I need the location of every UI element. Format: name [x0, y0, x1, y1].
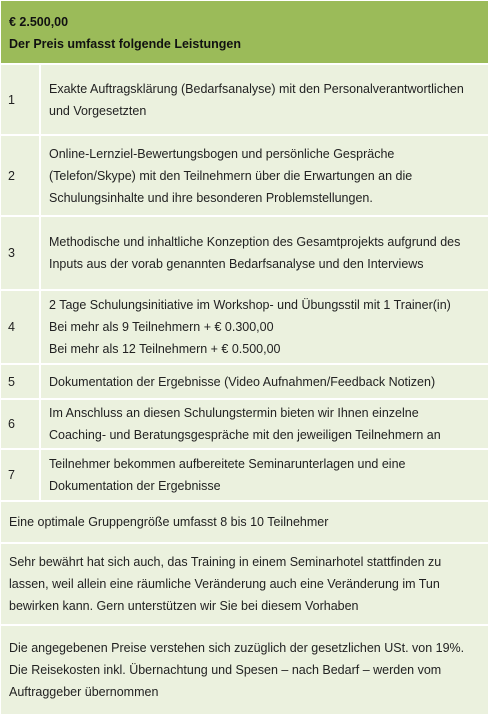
row-number: 4 — [1, 291, 41, 363]
row-line: Dokumentation der Ergebnisse (Video Aufnahmen/Feedback Notizen) — [49, 374, 436, 389]
price-table — [1, 1, 488, 716]
row-line: Coaching- und Beratungsgespräche mit den jeweiligen Teilnehmern an — [49, 428, 441, 442]
row-text — [41, 365, 488, 398]
row-line: Online-Lernziel-Bewertungsbogen und persönliche Gespräche — [49, 146, 395, 161]
row-line: (Telefon/Skype) mit den Teilnehmern über die Erwartungen an die — [49, 168, 413, 183]
row-line: Bei mehr als 9 Teilnehmern + € 0.300,00 — [49, 320, 274, 334]
table-row — [1, 136, 488, 217]
row-line: Dokumentation der Ergebnisse — [49, 479, 221, 493]
table-header — [1, 1, 488, 65]
row-line: Schulungsinhalte und ihre besonderen Problemstellungen. — [49, 190, 373, 205]
note-line: Eine optimale Gruppengröße umfasst 8 bis 10 Teilnehmer — [9, 515, 329, 529]
row-line: Exakte Auftragsklärung (Bedarfsanalyse) mit den Personalverantwortlichen — [49, 81, 464, 96]
table-row — [1, 217, 488, 291]
table-row — [1, 65, 488, 136]
row-text — [41, 65, 488, 134]
note-line: Auftraggeber übernommen — [9, 685, 159, 699]
note-line: bewirken kann. Gern unterstützen wir Sie bei diesem Vorhaben — [9, 599, 359, 613]
note-group-size — [1, 502, 488, 544]
note-line: Die Reisekosten inkl. Übernachtung und Spesen – nach Bedarf – werden vom — [9, 663, 442, 677]
row-line: Bei mehr als 12 Teilnehmern + € 0.500,00 — [49, 342, 281, 356]
note-line: Sehr bewährt hat sich auch, das Training in einem Seminarhotel stattfinden zu — [9, 555, 442, 569]
row-number: 7 — [1, 450, 41, 500]
row-line: und Vorgesetzten — [49, 103, 147, 118]
row-text — [41, 291, 488, 363]
row-text — [41, 136, 488, 215]
table-row — [1, 400, 488, 450]
row-line: Teilnehmer bekommen aufbereitete Seminarunterlagen und eine — [49, 457, 406, 471]
table-row — [1, 450, 488, 502]
row-number: 1 — [1, 65, 41, 134]
row-line: Im Anschluss an diesen Schulungstermin bieten wir Ihnen einzelne — [49, 406, 419, 420]
row-number: 3 — [1, 217, 41, 289]
row-number: 2 — [1, 136, 41, 215]
note-line: Die angegebenen Preise verstehen sich zuzüglich der gesetzlichen USt. von 19%. — [9, 641, 465, 655]
table-row — [1, 291, 488, 365]
row-number: 6 — [1, 400, 41, 448]
row-line: Inputs aus der vorab genannten Bedarfsanalyse und den Interviews — [49, 257, 424, 271]
price-label: € 2.500,00 — [9, 15, 69, 29]
row-number: 5 — [1, 365, 41, 398]
row-line: Methodische und inhaltliche Konzeption des Gesamtprojekts aufgrund des — [49, 235, 461, 249]
note-line: lassen, weil allein eine räumliche Veränderung auch eine Veränderung im Tun — [9, 577, 440, 591]
note-seminar-hotel — [1, 544, 488, 626]
row-text — [41, 450, 488, 500]
services-heading: Der Preis umfasst folgende Leistungen — [9, 37, 241, 51]
row-line: 2 Tage Schulungsinitiative im Workshop- und Übungsstil mit 1 Trainer(in) — [49, 298, 451, 312]
note-pricing-terms — [1, 626, 488, 716]
row-text — [41, 217, 488, 289]
table-row — [1, 365, 488, 400]
row-text — [41, 400, 488, 448]
